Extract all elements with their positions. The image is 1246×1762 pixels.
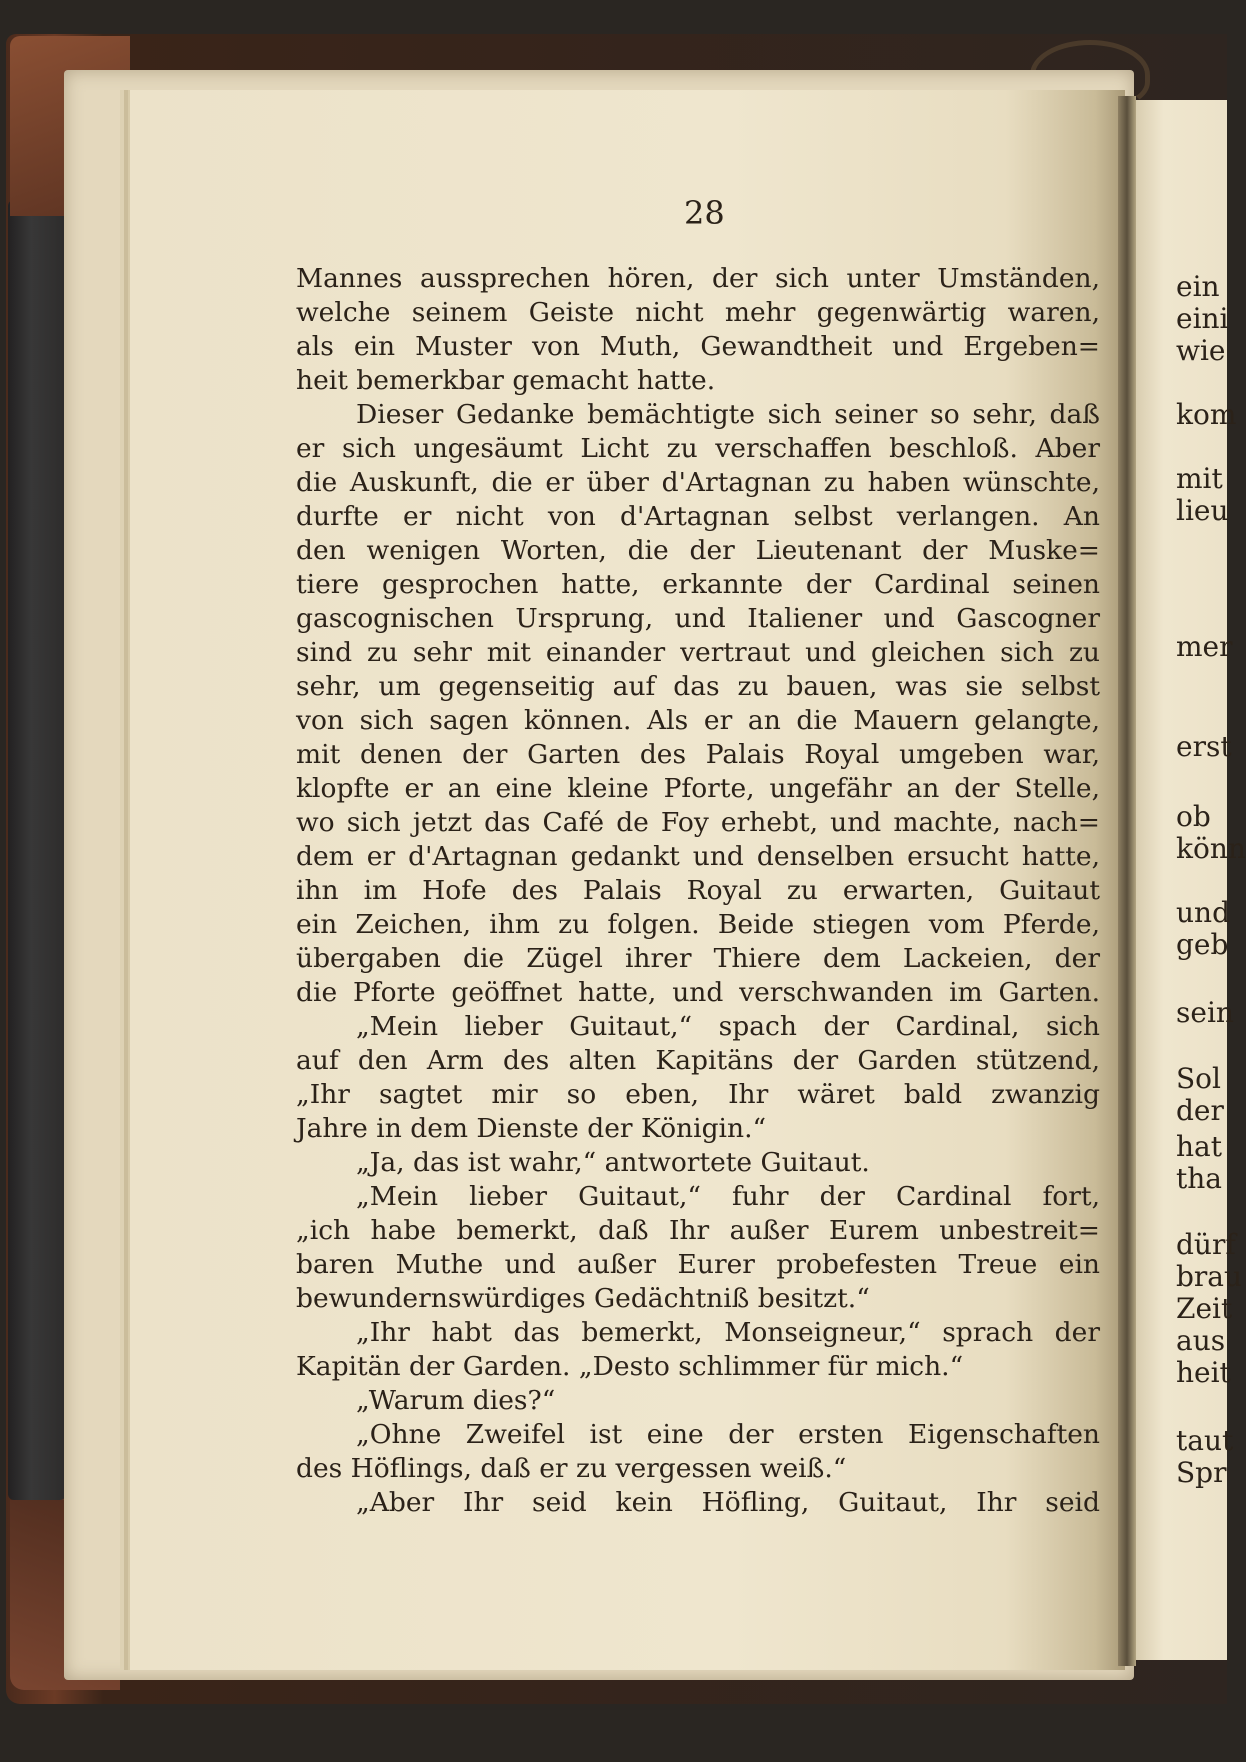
right-page-fragment: kom — [1176, 398, 1237, 431]
book-spine — [8, 200, 66, 1500]
right-page-fragment: wie — [1176, 334, 1226, 367]
right-page-fragment: mer — [1176, 630, 1233, 663]
right-page-fragment: taut — [1176, 1424, 1234, 1457]
text-line: ihn im Hofe des Palais Royal zu erwarten, Guitaut — [296, 875, 1100, 906]
text-line: „Aber Ihr seid kein Höfling, Guitaut, Ihr seid — [356, 1487, 1100, 1518]
right-page-fragment: mit — [1176, 462, 1223, 495]
text-line: als ein Muster von Muth, Gewandtheit und Ergeben= — [296, 331, 1100, 362]
right-page-fragment: geb — [1176, 928, 1229, 961]
text-line: welche seinem Geiste nicht mehr gegenwärtig waren, — [296, 297, 1100, 328]
text-line: „Mein lieber Guitaut,“ spach der Cardinal, sich — [356, 1011, 1100, 1042]
text-line: dem er d'Artagnan gedankt und denselben ersucht hatte, — [296, 841, 1100, 872]
text-line: „Warum dies?“ — [356, 1385, 556, 1416]
right-page-fragment: aus — [1176, 1324, 1226, 1357]
page-text — [296, 262, 1100, 1520]
right-page-fragment: sein — [1176, 996, 1234, 1029]
right-page-fragment: brau — [1176, 1260, 1243, 1293]
text-line: übergaben die Zügel ihrer Thiere dem Lackeien, der — [296, 943, 1100, 974]
text-line: klopfte er an eine kleine Pforte, ungefähr an der Stelle, — [296, 773, 1100, 804]
text-line: baren Muthe und außer Eurer probefesten Treue ein — [296, 1249, 1100, 1280]
text-line: des Höflings, daß er zu vergessen weiß.“ — [296, 1453, 847, 1484]
text-line: durfte er nicht von d'Artagnan selbst verlangen. An — [296, 501, 1100, 532]
text-line: „Mein lieber Guitaut,“ fuhr der Cardinal fort, — [356, 1181, 1100, 1212]
text-line: Kapitän der Garden. „Desto schlimmer für mich.“ — [296, 1351, 964, 1382]
right-page-fragment: ob — [1176, 800, 1211, 833]
text-line: mit denen der Garten des Palais Royal umgeben war, — [296, 739, 1100, 770]
right-page-fragment: tha — [1176, 1162, 1222, 1195]
text-line: heit bemerkbar gemacht hatte. — [296, 365, 716, 396]
right-page-fragment: Sol — [1176, 1062, 1221, 1095]
text-line: „Ihr habt das bemerkt, Monseigneur,“ sprach der — [356, 1317, 1100, 1348]
text-line: tiere gesprochen hatte, erkannte der Cardinal seinen — [296, 569, 1100, 600]
text-line: den wenigen Worten, die der Lieutenant der Muske= — [296, 535, 1100, 566]
right-page-fragment: heit — [1176, 1356, 1231, 1389]
right-page-fragment: erst — [1176, 730, 1232, 763]
text-line: sehr, um gegenseitig auf das zu bauen, was sie selbst — [296, 671, 1100, 702]
text-line: sind zu sehr mit einander vertraut und gleichen sich zu — [296, 637, 1100, 668]
text-line: gascognischen Ursprung, und Italiener und Gascogner — [296, 603, 1100, 634]
text-line: wo sich jetzt das Café de Foy erhebt, und machte, nach= — [296, 807, 1100, 838]
text-line: „Ihr sagtet mir so eben, Ihr wäret bald zwanzig — [296, 1079, 1100, 1110]
right-page-fragment: dürf — [1176, 1228, 1236, 1261]
right-page-fragment: und — [1176, 896, 1230, 929]
right-page-fragment: könn — [1176, 832, 1246, 865]
right-page-fragment: Spr — [1176, 1456, 1227, 1489]
right-page-fragment: der — [1176, 1094, 1224, 1127]
right-page-fragment: Zeit — [1176, 1292, 1233, 1325]
text-line: er sich ungesäumt Licht zu verschaffen beschloß. Aber — [296, 433, 1100, 464]
text-line: Mannes aussprechen hören, der sich unter Umständen, — [296, 263, 1100, 294]
text-line: Jahre in dem Dienste der Königin.“ — [296, 1113, 767, 1144]
right-page — [1136, 100, 1246, 1660]
book-gutter — [1118, 96, 1136, 1666]
right-page-fragment: ein — [1176, 270, 1220, 303]
text-line: von sich sagen können. Als er an die Mauern gelangte, — [296, 705, 1100, 736]
page-number: 28 — [684, 194, 725, 232]
right-page-fragment: hat — [1176, 1130, 1222, 1163]
right-page-fragment: eini — [1176, 302, 1229, 335]
text-line: die Pforte geöffnet hatte, und verschwanden im Garten. — [296, 977, 1100, 1008]
text-line: „Ja, das ist wahr,“ antwortete Guitaut. — [356, 1147, 870, 1178]
text-line: ein Zeichen, ihm zu folgen. Beide stiegen vom Pferde, — [296, 909, 1100, 940]
text-line: „Ohne Zweifel ist eine der ersten Eigenschaften — [356, 1419, 1100, 1450]
text-line: Dieser Gedanke bemächtigte sich seiner so sehr, daß — [356, 399, 1100, 430]
right-page-fragment: lieu — [1176, 494, 1229, 527]
text-line: die Auskunft, die er über d'Artagnan zu haben wünschte, — [296, 467, 1100, 498]
text-line: bewundernswürdiges Gedächtniß besitzt.“ — [296, 1283, 870, 1314]
text-line: „ich habe bemerkt, daß Ihr außer Eurem unbestreit= — [296, 1215, 1100, 1246]
text-line: auf den Arm des alten Kapitäns der Garden stützend, — [296, 1045, 1100, 1076]
